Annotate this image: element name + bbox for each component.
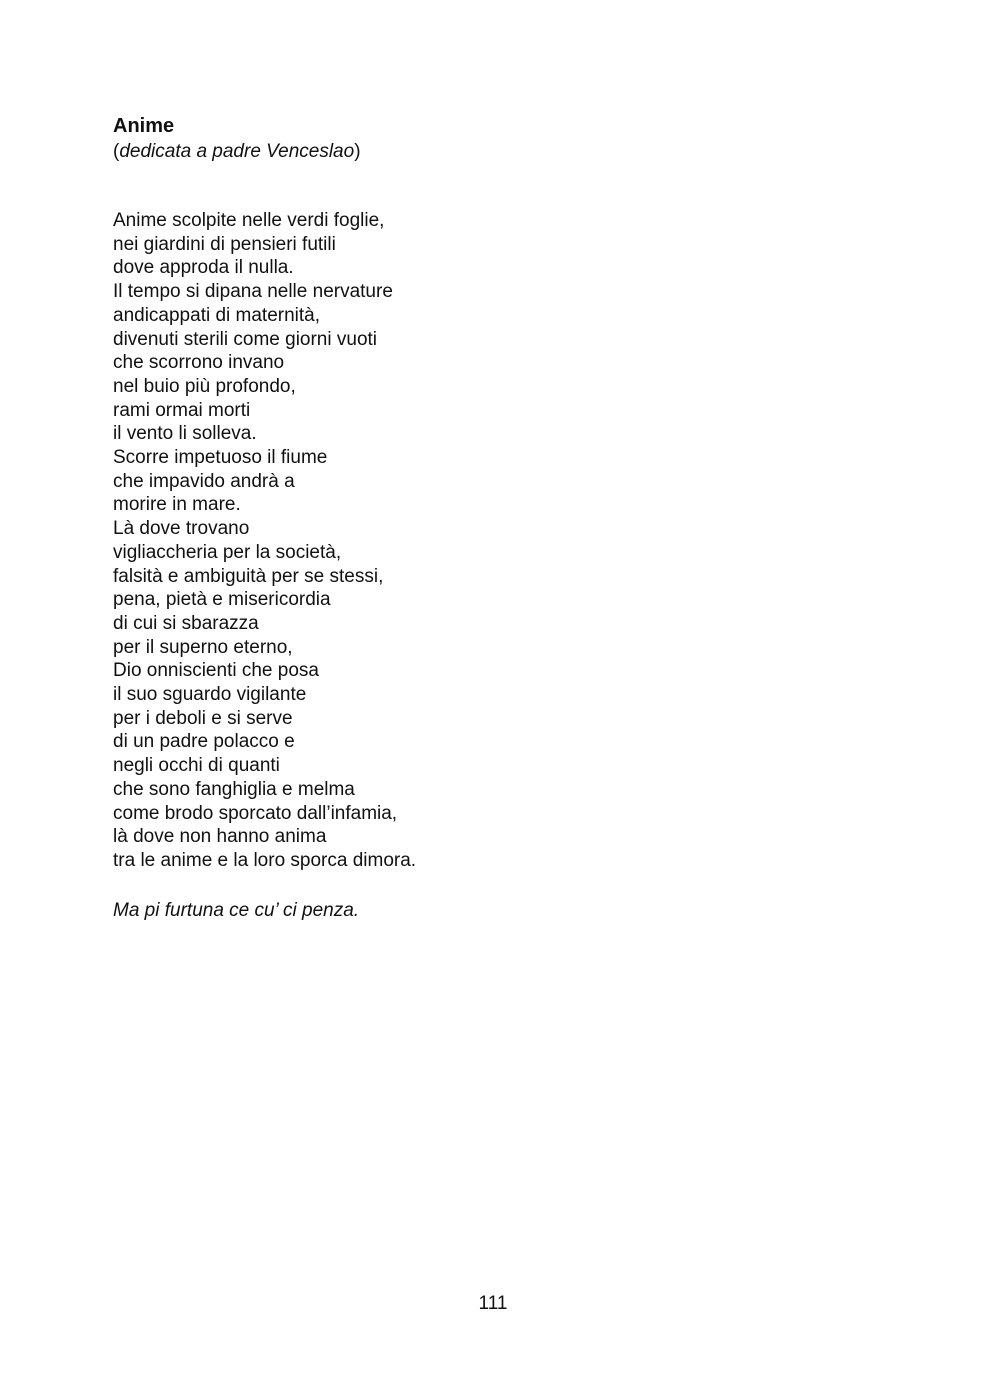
poem-line: di cui si sbarazza — [113, 612, 259, 634]
poem-line: tra le anime e la loro sporca dimora. — [113, 849, 417, 871]
poem-line: che scorrono invano — [113, 352, 285, 374]
poem-line: Dio onniscienti che posa — [113, 660, 319, 682]
poem-line: che impavido andrà a — [113, 470, 295, 492]
poem-line: nel buio più profondo, — [113, 375, 296, 397]
poem-line: come brodo sporcato dall’infamia, — [113, 802, 398, 824]
poem-line: andicappati di maternità, — [113, 304, 321, 326]
poem-line: per i deboli e si serve — [113, 707, 293, 729]
poem-line: che sono fanghiglia e melma — [113, 778, 355, 800]
poem-line: Là dove trovano — [113, 518, 250, 540]
poem-line: per il superno eterno, — [113, 636, 293, 658]
poem-closing-line: Ma pi furtuna ce cu’ ci penza. — [113, 900, 360, 921]
poem-line: Il tempo si dipana nelle nervature — [113, 281, 393, 303]
page-number: 111 — [478, 1293, 508, 1314]
poem-line: morire in mare. — [113, 494, 241, 516]
poem-body — [113, 209, 416, 873]
poem-line: negli occhi di quanti — [113, 755, 280, 777]
poem-line: pena, pietà e misericordia — [113, 589, 331, 611]
poem-line: di un padre polacco e — [113, 731, 295, 753]
poem-line: là dove non hanno anima — [113, 826, 327, 848]
poem-dedication — [113, 140, 361, 164]
poem-line: Anime scolpite nelle verdi foglie, — [113, 210, 385, 231]
poem-line: nei giardini di pensieri futili — [113, 233, 336, 255]
dedication-close-paren: ) — [354, 141, 361, 162]
poem-line: falsità e ambiguità per se stessi, — [113, 565, 384, 587]
poem-line: vigliaccheria per la società, — [113, 541, 342, 563]
poem-line: rami ormai morti — [113, 399, 251, 421]
poem-line: dove approda il nulla. — [113, 257, 294, 279]
poem-line: divenuti sterili come giorni vuoti — [113, 328, 378, 350]
poem-line: Scorre impetuoso il fiume — [113, 447, 328, 469]
poem-title: Anime — [113, 115, 175, 137]
dedication-text: dedicata a padre Venceslao — [119, 141, 355, 162]
dedication-open-paren: ( — [113, 141, 120, 162]
poem-line: il vento li solleva. — [113, 423, 257, 445]
poem-line: il suo sguardo vigilante — [113, 684, 307, 706]
